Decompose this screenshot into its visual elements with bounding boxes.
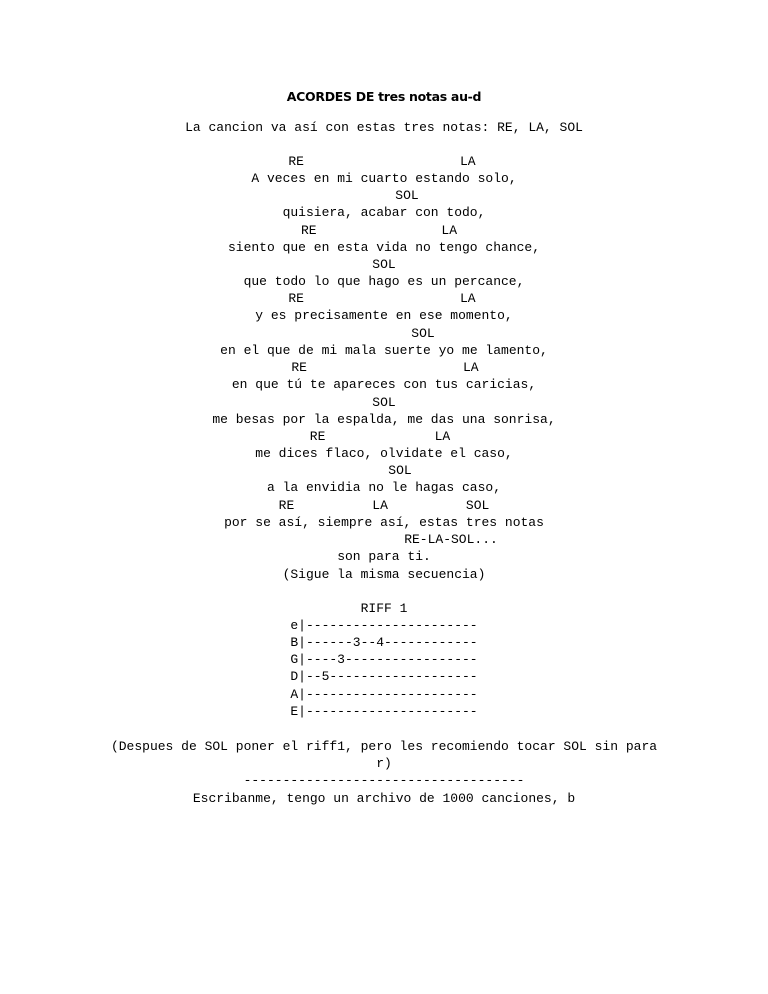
lyric-line: me dices flaco, olvidate el caso, xyxy=(255,446,513,461)
document-title: ACORDES DE tres notas au-d xyxy=(286,89,482,104)
chord-line: SOL xyxy=(411,326,435,341)
chord-line: RE LA SOL xyxy=(278,498,490,513)
tab-line: G|----3----------------- xyxy=(290,652,478,667)
lyric-line: por se así, siempre así, estas tres notas xyxy=(224,515,544,530)
chord-line: RE LA xyxy=(300,223,458,238)
lyric-line: y es precisamente en ese momento, xyxy=(255,308,513,323)
chord-line: SOL xyxy=(395,188,419,203)
riff-title: RIFF 1 xyxy=(360,601,408,616)
lyric-line: son para ti. xyxy=(337,549,431,564)
chord-line: RE-LA-SOL... xyxy=(404,532,498,547)
chord-line: SOL xyxy=(372,395,396,410)
note-line: (Despues de SOL poner el riff1, pero les recomiendo tocar SOL sin para xyxy=(110,739,658,754)
chord-line: RE LA xyxy=(309,429,451,444)
chord-line: RE LA xyxy=(291,360,479,375)
lyric-line: que todo lo que hago es un percance, xyxy=(243,274,525,289)
tab-line: B|------3--4------------ xyxy=(290,635,478,650)
chord-line: RE LA xyxy=(288,291,476,306)
lyric-line: (Sigue la misma secuencia) xyxy=(282,567,486,582)
chord-line: RE LA xyxy=(288,154,476,169)
note-line-continuation: r) xyxy=(376,756,392,771)
lyric-line: en que tú te apareces con tus caricias, xyxy=(231,377,537,392)
footer-line: Escribanme, tengo un archivo de 1000 canciones, b xyxy=(192,791,576,806)
tab-line: E|---------------------- xyxy=(290,704,478,719)
intro-line: La cancion va así con estas tres notas: RE, LA, SOL xyxy=(185,120,583,135)
lyric-line: a la envidia no le hagas caso, xyxy=(266,480,502,495)
lyric-line: me besas por la espalda, me das una sonrisa, xyxy=(212,412,556,427)
lyric-line: quisiera, acabar con todo, xyxy=(282,205,486,220)
lyric-line: en el que de mi mala suerte yo me lamento, xyxy=(220,343,548,358)
chord-line: SOL xyxy=(388,463,412,478)
lyric-line: A veces en mi cuarto estando solo, xyxy=(251,171,517,186)
lyric-line: siento que en esta vida no tengo chance, xyxy=(227,240,541,255)
separator-line: ------------------------------------ xyxy=(243,773,525,788)
tab-line: D|--5------------------- xyxy=(290,669,478,684)
chord-line: SOL xyxy=(372,257,396,272)
tab-line: e|---------------------- xyxy=(290,618,478,633)
tab-line: A|---------------------- xyxy=(290,687,478,702)
